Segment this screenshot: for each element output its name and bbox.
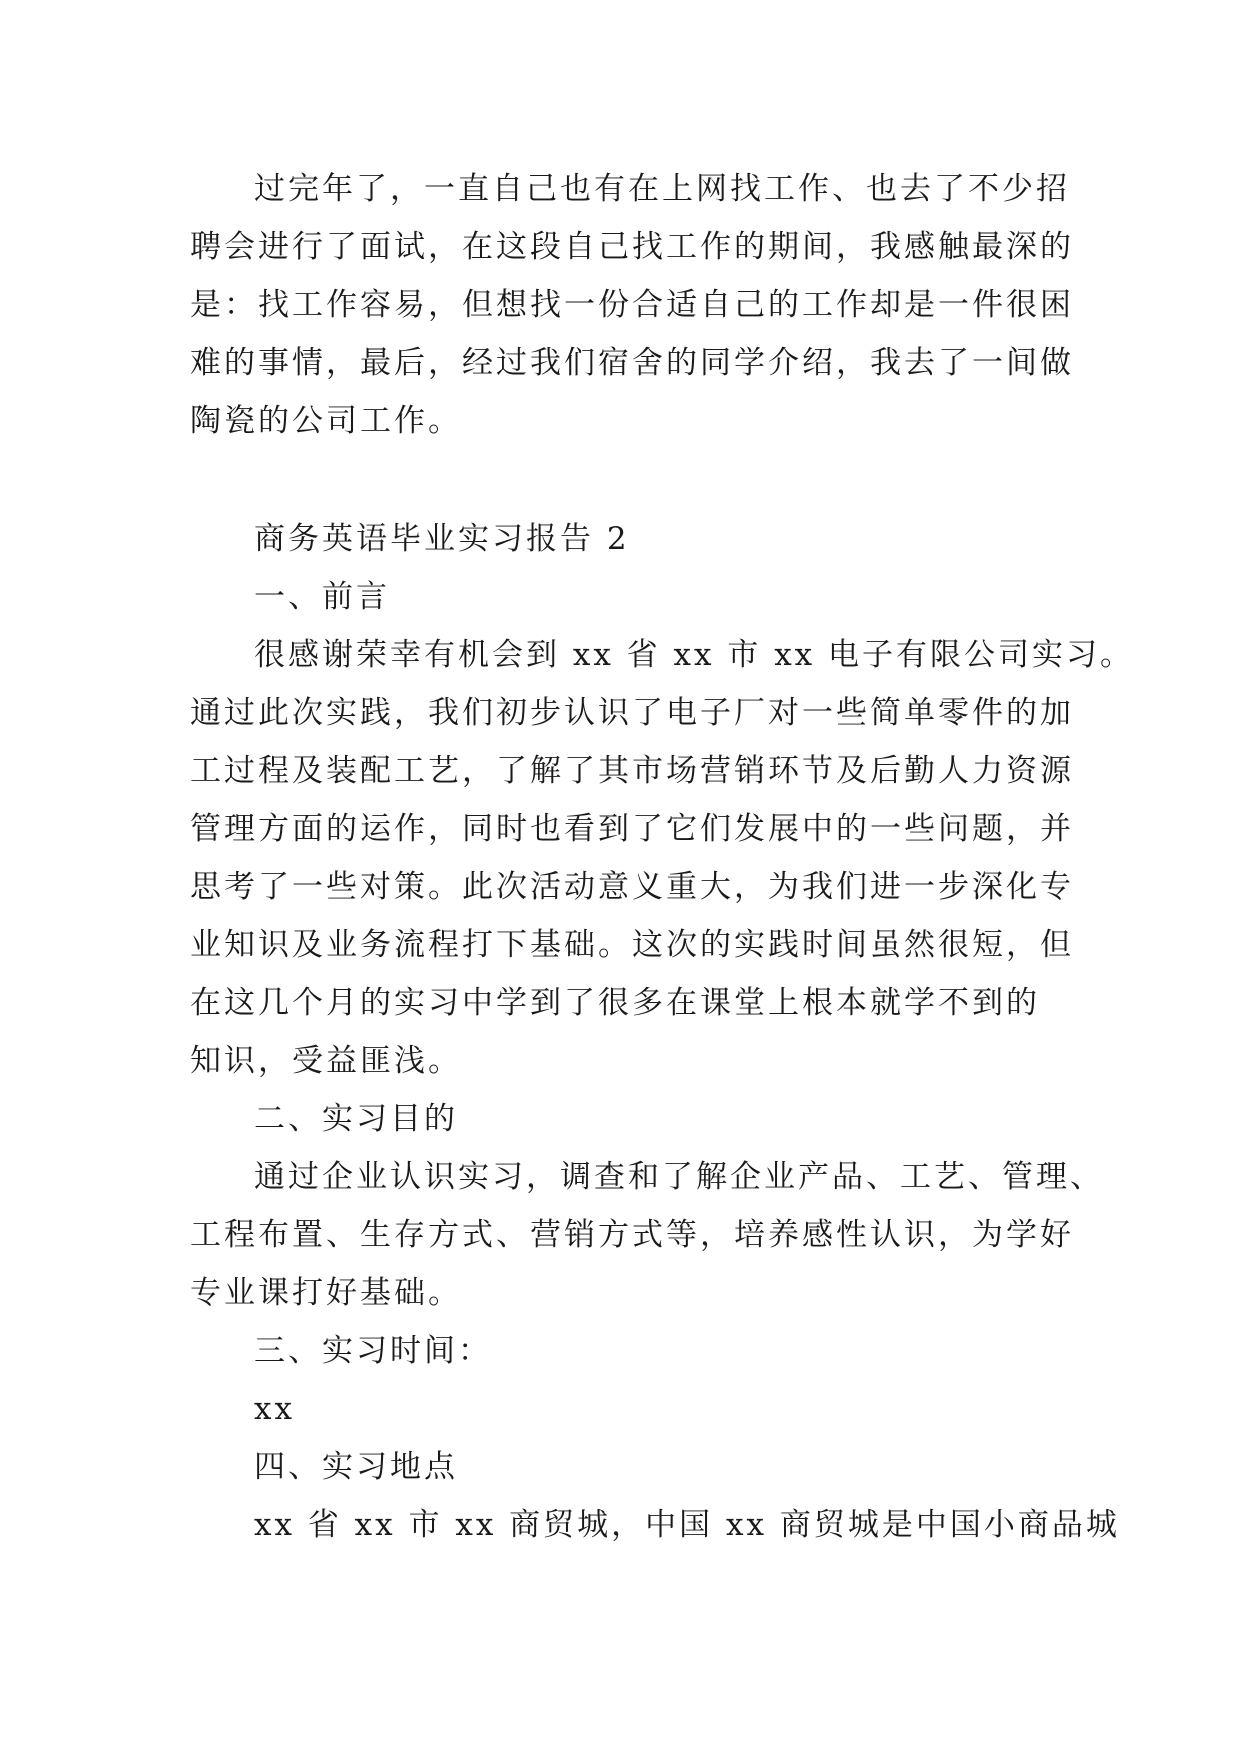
purpose-line-1: 通过企业认识实习，调查和了解企业产品、工艺、管理、 bbox=[254, 1159, 1104, 1195]
section-heading-preface: 一、前言 bbox=[254, 579, 390, 615]
intro-line-1: 过完年了，一直自己也有在上网找工作、也去了不少招 bbox=[254, 171, 1070, 207]
intro-line-5: 陶瓷的公司工作。 bbox=[190, 403, 462, 439]
report-title: 商务英语毕业实习报告 2 bbox=[254, 521, 630, 557]
preface-line-4: 管理方面的运作，同时也看到了它们发展中的一些问题，并 bbox=[190, 811, 1074, 847]
preface-line-6: 业知识及业务流程打下基础。这次的实践时间虽然很短，但 bbox=[190, 927, 1074, 963]
intro-line-2: 聘会进行了面试，在这段自己找工作的期间，我感触最深的 bbox=[190, 229, 1074, 265]
intro-line-3: 是：找工作容易，但想找一份合适自己的工作却是一件很困 bbox=[190, 287, 1074, 323]
section-heading-purpose: 二、实习目的 bbox=[254, 1101, 458, 1137]
purpose-line-2: 工程布置、生存方式、营销方式等，培养感性认识，为学好 bbox=[190, 1217, 1074, 1253]
location-line-1: xx 省 xx 市 xx 商贸城，中国 xx 商贸城是中国小商品城 bbox=[254, 1507, 1120, 1543]
purpose-line-3: 专业课打好基础。 bbox=[190, 1275, 462, 1311]
paragraph-gap bbox=[190, 450, 1060, 510]
preface-line-3: 工过程及装配工艺，了解了其市场营销环节及后勤人力资源 bbox=[190, 753, 1074, 789]
intro-line-4: 难的事情，最后，经过我们宿舍的同学介绍，我去了一间做 bbox=[190, 345, 1074, 381]
document-body bbox=[190, 160, 1135, 1554]
preface-line-1: 很感谢荣幸有机会到 xx 省 xx 市 xx 电子有限公司实习。 bbox=[254, 637, 1135, 673]
preface-line-2: 通过此次实践，我们初步认识了电子厂对一些简单零件的加 bbox=[190, 695, 1074, 731]
section-heading-location: 四、实习地点 bbox=[254, 1449, 458, 1485]
preface-line-8: 知识，受益匪浅。 bbox=[190, 1043, 462, 1079]
preface-line-7: 在这几个月的实习中学到了很多在课堂上根本就学不到的 bbox=[190, 985, 1040, 1021]
time-value: xx bbox=[254, 1391, 295, 1427]
preface-line-5: 思考了一些对策。此次活动意义重大，为我们进一步深化专 bbox=[190, 869, 1074, 905]
section-heading-time: 三、实习时间： bbox=[254, 1333, 492, 1369]
